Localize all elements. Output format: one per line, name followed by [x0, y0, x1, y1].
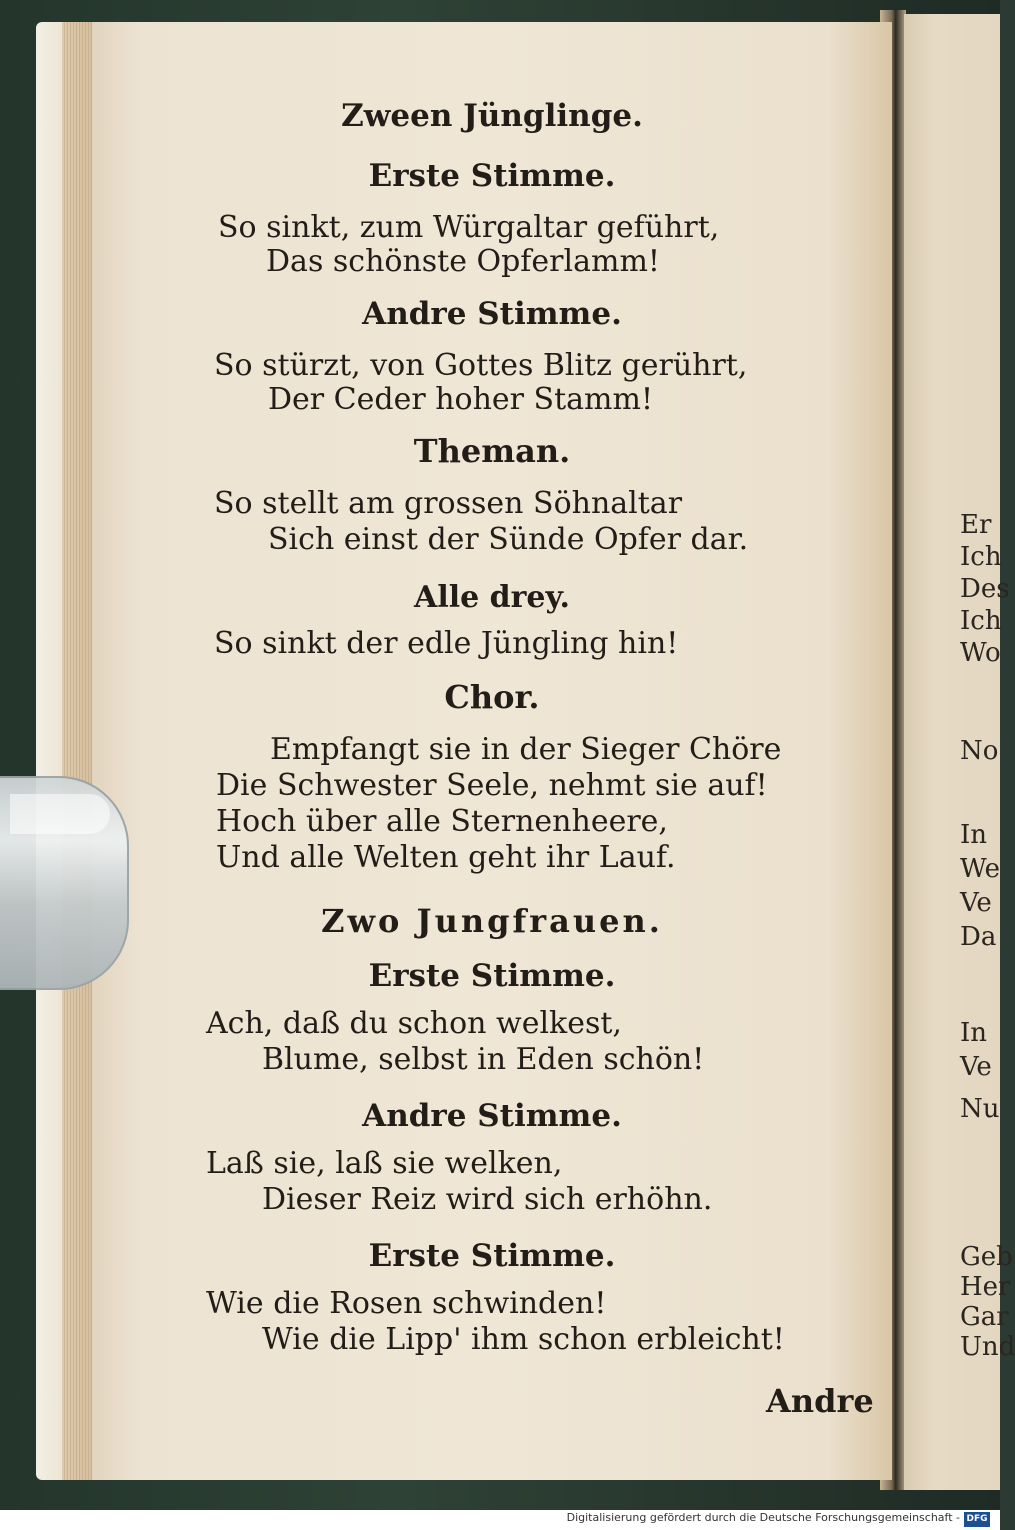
right-page-line: Ich	[960, 542, 1002, 572]
footer-credit: Digitalisierung gefördert durch die Deutsche Forschungsgemeinschaft -	[566, 1511, 960, 1524]
right-page-line: No	[960, 736, 999, 766]
catchword: Andre	[766, 1382, 874, 1420]
speaker-label: Theman.	[413, 432, 571, 470]
verse-line: So sinkt, zum Würgaltar geführt,	[218, 210, 720, 245]
verse-line: So stürzt, von Gottes Blitz gerührt,	[214, 348, 748, 383]
speaker-label: Erste Stimme.	[368, 958, 616, 994]
speaker-label: Alle drey.	[414, 580, 570, 615]
right-page-line: Geb	[960, 1242, 1013, 1272]
verse-line: Der Ceder hoher Stamm!	[268, 382, 654, 417]
verse-line: Laß sie, laß sie welken,	[206, 1146, 563, 1181]
verse-line: So stellt am grossen Söhnaltar	[214, 486, 683, 521]
right-page-line: Da	[960, 922, 997, 952]
right-page-line: Ich	[960, 606, 1002, 636]
page-stack	[62, 22, 92, 1480]
verse-line: Das schönste Opferlamm!	[266, 244, 660, 279]
right-page-line: Her	[960, 1272, 1011, 1302]
speaker-label: Chor.	[444, 678, 540, 716]
dfg-logo: DFG	[964, 1512, 990, 1527]
right-page-line: Er	[960, 510, 992, 540]
verse-line: So sinkt der edle Jüngling hin!	[214, 626, 679, 661]
right-page-line: Gar	[960, 1302, 1009, 1332]
speaker-label: Andre Stimme.	[362, 1098, 622, 1134]
right-page-line: Ve	[960, 1052, 992, 1082]
verse-line: Hoch über alle Sternenheere,	[216, 804, 668, 839]
verse-line: Empfangt sie in der Sieger Chöre	[270, 732, 782, 767]
right-page-line: Des	[960, 574, 1010, 604]
speaker-label: Erste Stimme.	[368, 1238, 616, 1274]
right-page-line: In	[960, 1018, 988, 1048]
verse-line: Und alle Welten geht ihr Lauf.	[216, 840, 676, 875]
verse-line: Die Schwester Seele, nehmt sie auf!	[216, 768, 768, 803]
right-page-line: Nu	[960, 1094, 1000, 1124]
page-clip-highlight	[10, 794, 110, 834]
right-page-line: Wo	[960, 638, 1001, 668]
right-page-line: In	[960, 820, 988, 850]
verse-line: Sich einst der Sünde Opfer dar.	[268, 522, 749, 557]
verse-line: Ach, daß du schon welkest,	[206, 1006, 622, 1041]
right-page-line: Ve	[960, 888, 992, 918]
verse-line: Wie die Rosen schwinden!	[206, 1286, 607, 1321]
right-page	[904, 14, 1015, 1490]
speaker-label: Erste Stimme.	[368, 158, 616, 194]
section-heading: Zween Jünglinge.	[341, 98, 643, 134]
verse-line: Wie die Lipp' ihm schon erbleicht!	[262, 1322, 785, 1357]
verse-line: Dieser Reiz wird sich erhöhn.	[262, 1182, 713, 1217]
right-page-line: Und	[960, 1332, 1015, 1362]
section-heading: Zwo Jungfrauen.	[321, 902, 663, 940]
verse-line: Blume, selbst in Eden schön!	[262, 1042, 705, 1077]
speaker-label: Andre Stimme.	[362, 296, 622, 332]
right-page-line: We	[960, 854, 1000, 884]
